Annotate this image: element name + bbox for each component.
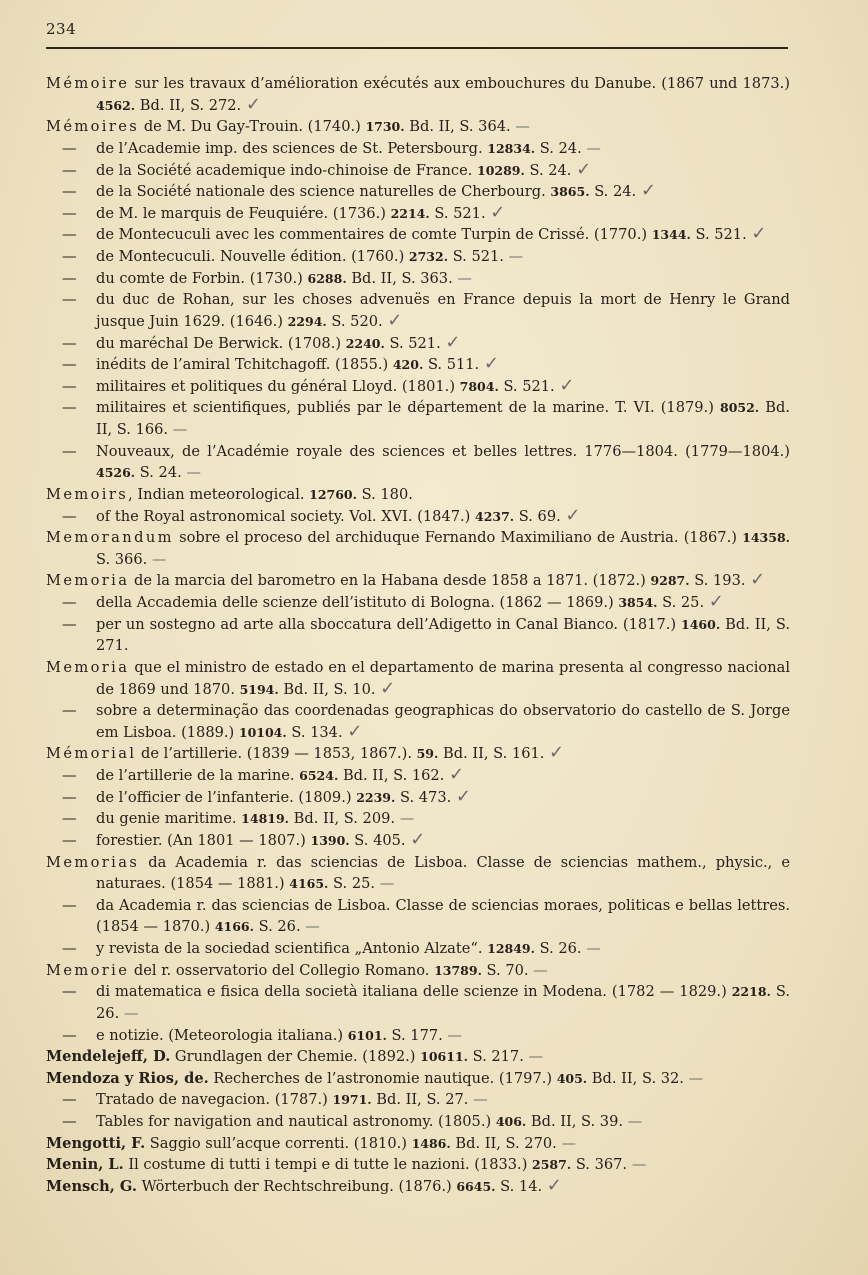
entry-text: militaires et scientifiques, publiés par le département de la marine. T. VI. (1879.) bbox=[96, 399, 721, 417]
entry-text: de la marcia del barometro en la Habana desde 1858 a 1871. (1872.) bbox=[129, 572, 651, 590]
entry-text: Wörterbuch der Rechtschreibung. (1876.) bbox=[136, 1177, 457, 1195]
entry-number: 4526. bbox=[96, 465, 136, 481]
entry-text: de l’artillerie. (1839 — 1853, 1867.). bbox=[136, 745, 417, 763]
entry-reference: Bd. II, S. 39. bbox=[526, 1113, 628, 1130]
entry-heading: Mémoire bbox=[46, 75, 130, 92]
entry-text: de M. le marquis de Feuquiére. (1736.) bbox=[96, 204, 391, 222]
dash-mark-icon: — bbox=[473, 1091, 486, 1109]
index-entry bbox=[46, 354, 790, 376]
ditto-dash: — bbox=[62, 334, 77, 352]
check-mark-icon: ✓ bbox=[483, 353, 499, 375]
index-entry bbox=[46, 960, 790, 982]
entry-number: 8052. bbox=[720, 400, 760, 416]
check-mark-icon: ✓ bbox=[559, 374, 575, 396]
entry-text: di matematica e fisica della società italiana delle scienze in Modena. (1782 — 1829.) bbox=[96, 983, 732, 1001]
ditto-dash: — bbox=[62, 1091, 77, 1109]
index-entry bbox=[46, 116, 790, 138]
entry-reference: S. 70. bbox=[481, 961, 534, 979]
entry-text: del r. osservatorio del Collegio Romano. bbox=[129, 961, 435, 979]
entry-reference: S. 177. bbox=[386, 1026, 448, 1044]
ditto-dash: — bbox=[62, 810, 77, 828]
entry-author: Mensch, G. bbox=[46, 1177, 137, 1195]
index-entry bbox=[46, 1046, 790, 1068]
entry-heading: Memorias bbox=[46, 853, 140, 871]
index-entry bbox=[46, 181, 790, 203]
entry-text: de la Société academique indo-chinoise de France. bbox=[96, 161, 477, 179]
check-mark-icon: ✓ bbox=[449, 764, 465, 785]
check-mark-icon: ✓ bbox=[380, 677, 396, 699]
entry-reference: S. 193. bbox=[689, 572, 751, 590]
check-mark-icon: ✓ bbox=[708, 591, 724, 612]
check-mark-icon: ✓ bbox=[576, 158, 592, 180]
entry-number: 4165. bbox=[289, 876, 329, 892]
dash-mark-icon: — bbox=[586, 940, 599, 957]
ditto-dash: — bbox=[62, 139, 77, 157]
dash-mark-icon: — bbox=[586, 139, 599, 157]
index-entry bbox=[46, 376, 790, 398]
index-entry bbox=[46, 895, 790, 938]
entry-number: 6288. bbox=[307, 270, 347, 286]
dash-mark-icon: — bbox=[508, 248, 522, 265]
entry-reference: S. 521. bbox=[448, 248, 509, 265]
entry-text: da Academia r. das sciencias de Lisboa. Classe de sciencias moraes, politicas e bellas lettres. (1854 — 1870.) bbox=[96, 896, 790, 936]
index-entry bbox=[46, 224, 790, 246]
index-entry bbox=[46, 268, 790, 290]
index-entry bbox=[46, 657, 790, 700]
dash-mark-icon: — bbox=[123, 1004, 137, 1022]
entry-text: y revista de la sociedad scientifica „Antonio Alzate“. bbox=[96, 940, 488, 957]
entry-text: du genie maritime. bbox=[96, 810, 242, 828]
ditto-dash: — bbox=[62, 183, 77, 201]
dash-mark-icon: — bbox=[528, 1048, 542, 1066]
dash-mark-icon: — bbox=[561, 1134, 575, 1152]
check-mark-icon: ✓ bbox=[751, 223, 767, 245]
entry-number: 2240. bbox=[345, 335, 385, 351]
entry-reference: Bd. II, S. 363. bbox=[346, 269, 458, 287]
entry-reference: S. 473. bbox=[395, 788, 456, 806]
check-mark-icon: ✓ bbox=[455, 785, 471, 807]
index-entry bbox=[46, 246, 790, 268]
ditto-dash: — bbox=[62, 983, 77, 1001]
entry-text: da Academia r. das sciencias de Lisboa. Classe de sciencias mathem., physic., e naturaes. (1854 — 1881.) bbox=[96, 853, 790, 893]
index-entry bbox=[46, 441, 790, 484]
entry-reference: S. 367. bbox=[571, 1156, 632, 1174]
entry-reference: Bd. II, S. 10. bbox=[278, 680, 381, 698]
ditto-dash: — bbox=[62, 269, 77, 287]
entry-number: 14819. bbox=[241, 811, 290, 827]
dash-mark-icon: — bbox=[533, 961, 546, 979]
ditto-dash: — bbox=[62, 767, 77, 784]
entry-number: 4166. bbox=[214, 919, 254, 935]
index-entry bbox=[46, 397, 790, 440]
ditto-dash: — bbox=[62, 702, 77, 720]
entry-text: Recherches de l’astronomie nautique. (1797.) bbox=[208, 1069, 557, 1087]
entry-text: de Montecuculi. Nouvelle édition. (1760.) bbox=[96, 248, 409, 265]
entry-text: Tables for navigation and nautical astronomy. (1805.) bbox=[96, 1113, 496, 1130]
index-entry bbox=[46, 765, 790, 787]
entry-number: 12849. bbox=[487, 941, 535, 956]
entry-text: forestier. (An 1801 — 1807.) bbox=[96, 831, 311, 849]
dash-mark-icon: — bbox=[631, 1156, 645, 1174]
ditto-dash: — bbox=[62, 356, 77, 374]
entry-number: 3854. bbox=[618, 595, 658, 610]
entry-reference: S. 14. bbox=[495, 1177, 547, 1195]
ditto-dash: — bbox=[62, 896, 77, 914]
entry-reference: S. 24. bbox=[589, 183, 641, 201]
entry-number: 59. bbox=[416, 746, 439, 762]
entry-number: 1730. bbox=[365, 119, 405, 135]
ditto-dash: — bbox=[62, 161, 77, 179]
entry-number: 10289. bbox=[477, 162, 525, 178]
entry-reference: Bd. II, S. 32. bbox=[587, 1069, 689, 1087]
entry-text: de la Société nationale des science naturelles de Cherbourg. bbox=[96, 183, 551, 201]
check-mark-icon: ✓ bbox=[640, 180, 656, 202]
entry-reference: S. 134. bbox=[286, 723, 348, 741]
entry-reference: S. 26. bbox=[253, 918, 306, 936]
entry-number: 405. bbox=[556, 1070, 588, 1086]
entry-reference: Bd. II, S. 272. bbox=[135, 96, 246, 114]
entry-number: 7804. bbox=[459, 378, 499, 394]
entry-text: sobre a determinação das coordenadas geographicas do observatorio do castello de S. Jorge em Lisboa. (1889.) bbox=[96, 702, 790, 741]
ditto-dash: — bbox=[62, 377, 77, 395]
entry-reference: S. 24. bbox=[135, 464, 187, 482]
entry-number: 2294. bbox=[287, 313, 327, 329]
entry-author: Mendoza y Rios, de. bbox=[46, 1069, 209, 1087]
entry-number: 2239. bbox=[356, 789, 396, 805]
entry-number: 1390. bbox=[310, 832, 350, 848]
entry-text: de l’artillerie de la marine. bbox=[96, 767, 300, 784]
entry-text: Nouveaux, de l’Académie royale des sciences et belles lettres. 1776—1804. (1779—1804.) bbox=[96, 442, 790, 460]
index-entry bbox=[46, 160, 790, 182]
entry-reference: S. 405. bbox=[349, 831, 411, 849]
entry-number: 4237. bbox=[475, 508, 515, 524]
ditto-dash: — bbox=[62, 831, 77, 849]
ditto-dash: — bbox=[62, 615, 77, 633]
index-entry bbox=[46, 592, 790, 614]
entry-number: 1460. bbox=[681, 616, 721, 632]
entry-number: 6645. bbox=[456, 1178, 496, 1194]
index-entries bbox=[46, 73, 790, 1198]
entry-number: 10104. bbox=[238, 724, 287, 740]
entry-reference: S. 520. bbox=[326, 312, 388, 330]
entry-reference: S. 521. bbox=[384, 334, 446, 352]
entry-heading: Memoria bbox=[46, 658, 130, 676]
entry-number: 13789. bbox=[434, 962, 482, 978]
dash-mark-icon: — bbox=[447, 1026, 461, 1044]
index-entry bbox=[46, 289, 790, 332]
entry-text: , Indian meteorological. bbox=[128, 485, 310, 503]
entry-reference: S. 25. bbox=[657, 594, 709, 611]
entry-text: e notizie. (Meteorologia italiana.) bbox=[96, 1026, 348, 1044]
header-rule bbox=[46, 47, 788, 49]
entry-number: 3865. bbox=[550, 184, 590, 200]
entry-reference: Bd. II, S. 209. bbox=[289, 810, 400, 828]
entry-reference: S. 26. bbox=[96, 983, 790, 1022]
index-entry bbox=[46, 700, 790, 743]
entry-text: du comte de Forbin. (1730.) bbox=[96, 269, 308, 287]
index-entry bbox=[46, 743, 790, 765]
entry-reference: S. 521. bbox=[429, 204, 491, 222]
entry-author: Mengotti, F. bbox=[46, 1134, 146, 1152]
dash-mark-icon: — bbox=[172, 421, 186, 438]
check-mark-icon: ✓ bbox=[410, 828, 426, 850]
index-entry bbox=[46, 1154, 790, 1176]
entry-number: 12834. bbox=[487, 140, 536, 156]
index-entry bbox=[46, 203, 790, 225]
entry-reference: S. 521. bbox=[690, 226, 752, 244]
ditto-dash: — bbox=[62, 940, 77, 957]
entry-reference: S. 69. bbox=[514, 507, 566, 525]
entry-heading: Memorie bbox=[46, 961, 130, 979]
ditto-dash: — bbox=[62, 788, 77, 806]
entry-number: 6101. bbox=[347, 1027, 387, 1043]
ditto-dash: — bbox=[62, 1113, 77, 1130]
entry-number: 1486. bbox=[411, 1135, 451, 1151]
check-mark-icon: ✓ bbox=[546, 1174, 562, 1196]
check-mark-icon: ✓ bbox=[347, 720, 363, 742]
entry-number: 4562. bbox=[96, 97, 136, 113]
entry-text: della Accademia delle scienze dell’istituto di Bologna. (1862 — 1869.) bbox=[96, 594, 619, 611]
entry-text: que el ministro de estado en el departamento de marina presenta al congresso nacional de 1869 und 1870. bbox=[96, 658, 790, 698]
entry-reference: S. 26. bbox=[534, 940, 587, 957]
entry-heading: Memorandum bbox=[46, 529, 174, 547]
index-entry bbox=[46, 787, 790, 809]
entry-text: de l’officier de l’infanterie. (1809.) bbox=[96, 788, 357, 806]
ditto-dash: — bbox=[62, 442, 77, 460]
entry-text: de M. Du Gay-Trouin. (1740.) bbox=[139, 118, 366, 136]
entry-text: Saggio sull’acque correnti. (1810.) bbox=[145, 1134, 412, 1152]
index-entry bbox=[46, 1111, 790, 1133]
index-entry bbox=[46, 808, 790, 830]
entry-number: 5194. bbox=[239, 681, 279, 697]
entry-text: sobre el proceso del archiduque Fernando Maximiliano de Austria. (1867.) bbox=[173, 529, 743, 547]
entry-number: 10611. bbox=[420, 1049, 468, 1065]
index-entry bbox=[46, 1133, 790, 1155]
index-entry bbox=[46, 1025, 790, 1047]
dash-mark-icon: — bbox=[151, 550, 165, 568]
dash-mark-icon: — bbox=[457, 269, 470, 287]
entry-text: sur les travaux d’amélioration exécutés aux embouchures du Danube. (1867 und 1873.) bbox=[129, 75, 790, 92]
dash-mark-icon: — bbox=[515, 118, 528, 136]
ditto-dash: — bbox=[62, 507, 77, 525]
entry-reference: S. 25. bbox=[328, 875, 380, 893]
entry-number: 1971. bbox=[332, 1092, 372, 1108]
index-entry bbox=[46, 1176, 790, 1198]
dash-mark-icon: — bbox=[305, 918, 318, 936]
index-entry bbox=[46, 1089, 790, 1111]
ditto-dash: — bbox=[62, 399, 77, 417]
entry-number: 420. bbox=[392, 357, 424, 373]
entry-author: Mendelejeff, D. bbox=[46, 1048, 171, 1066]
ditto-dash: — bbox=[62, 204, 77, 222]
index-entry bbox=[46, 981, 790, 1024]
index-entry bbox=[46, 138, 790, 160]
ditto-dash: — bbox=[62, 226, 77, 244]
entry-text: per un sostegno ad arte alla sboccatura dell’Adigetto in Canal Bianco. (1817.) bbox=[96, 615, 682, 633]
entry-heading: Memoirs bbox=[46, 485, 129, 503]
entry-reference: Bd. II, S. 162. bbox=[338, 767, 449, 784]
dash-mark-icon: — bbox=[627, 1113, 641, 1130]
entry-reference: S. 366. bbox=[96, 550, 152, 568]
check-mark-icon: ✓ bbox=[549, 742, 565, 764]
entry-number: 1344. bbox=[651, 227, 691, 243]
entry-number: 2218. bbox=[731, 984, 771, 1000]
check-mark-icon: ✓ bbox=[490, 201, 506, 223]
entry-text: inédits de l’amiral Tchitchagoff. (1855.) bbox=[96, 356, 393, 374]
entry-reference: Bd. II, S. 271. bbox=[96, 615, 790, 655]
entry-number: 2214. bbox=[390, 205, 430, 221]
entry-text: du duc de Rohan, sur les choses advenuës en France depuis la mort de Henry le Grand jusque Juin 1629. (1646.) bbox=[96, 291, 790, 330]
entry-text: de Montecuculi avec les commentaires de comte Turpin de Crissé. (1770.) bbox=[96, 226, 652, 244]
entry-reference: S. 521. bbox=[498, 377, 560, 395]
check-mark-icon: ✓ bbox=[245, 93, 261, 115]
index-entry bbox=[46, 484, 790, 506]
dash-mark-icon: — bbox=[399, 810, 413, 828]
index-entry bbox=[46, 506, 790, 528]
entry-text: du maréchal De Berwick. (1708.) bbox=[96, 334, 346, 352]
index-entry bbox=[46, 527, 790, 570]
entry-reference: Bd. II, S. 161. bbox=[438, 745, 550, 763]
entry-number: 6524. bbox=[299, 768, 339, 783]
entry-reference: Bd. II, S. 27. bbox=[371, 1091, 474, 1109]
index-entry bbox=[46, 333, 790, 355]
check-mark-icon: ✓ bbox=[445, 331, 461, 353]
entry-number: 2732. bbox=[408, 249, 449, 264]
entry-reference: Bd. II, S. 364. bbox=[404, 118, 516, 136]
entry-heading: Memoria bbox=[46, 572, 130, 590]
entry-number: 9287. bbox=[650, 573, 690, 589]
ditto-dash: — bbox=[62, 291, 77, 309]
entry-number: 12760. bbox=[309, 486, 357, 502]
entry-text: de l’Academie imp. des sciences de St. Petersbourg. bbox=[96, 139, 488, 157]
dash-mark-icon: — bbox=[379, 875, 393, 893]
index-entry bbox=[46, 73, 790, 116]
entry-reference: S. 24. bbox=[524, 161, 577, 179]
ditto-dash: — bbox=[62, 594, 77, 611]
entry-text: militaires et politiques du général Lloyd. (1801.) bbox=[96, 377, 460, 395]
entry-reference: S. 180. bbox=[356, 485, 413, 503]
check-mark-icon: ✓ bbox=[750, 569, 766, 591]
check-mark-icon: ✓ bbox=[565, 504, 581, 526]
entry-number: 406. bbox=[495, 1114, 527, 1129]
index-entry bbox=[46, 614, 790, 657]
entry-reference: S. 217. bbox=[467, 1048, 529, 1066]
entry-author: Menin, L. bbox=[46, 1156, 124, 1174]
dash-mark-icon: — bbox=[186, 464, 199, 482]
entry-number: 14358. bbox=[742, 530, 790, 546]
entry-number: 2587. bbox=[532, 1157, 572, 1173]
dash-mark-icon: — bbox=[688, 1069, 702, 1087]
index-entry bbox=[46, 938, 790, 960]
page-number: 234 bbox=[46, 20, 77, 38]
check-mark-icon: ✓ bbox=[387, 309, 403, 331]
entry-heading: Mémorial bbox=[46, 745, 137, 763]
entry-reference: S. 511. bbox=[423, 356, 484, 374]
entry-text: of the Royal astronomical society. Vol. XVI. (1847.) bbox=[96, 507, 475, 525]
entry-text: Tratado de navegacion. (1787.) bbox=[96, 1091, 333, 1109]
ditto-dash: — bbox=[62, 1026, 77, 1044]
entry-reference: S. 24. bbox=[535, 139, 587, 157]
entry-heading: Mémoires bbox=[46, 118, 140, 136]
ditto-dash: — bbox=[62, 248, 77, 265]
index-entry bbox=[46, 1068, 790, 1090]
index-entry bbox=[46, 852, 790, 895]
index-entry bbox=[46, 830, 790, 852]
index-entry bbox=[46, 570, 790, 592]
entry-text: Il costume di tutti i tempi e di tutte le nazioni. (1833.) bbox=[123, 1156, 533, 1174]
entry-reference: Bd. II, S. 166. bbox=[96, 399, 790, 438]
entry-reference: Bd. II, S. 270. bbox=[450, 1134, 562, 1152]
entry-text: Grundlagen der Chemie. (1892.) bbox=[170, 1048, 421, 1066]
